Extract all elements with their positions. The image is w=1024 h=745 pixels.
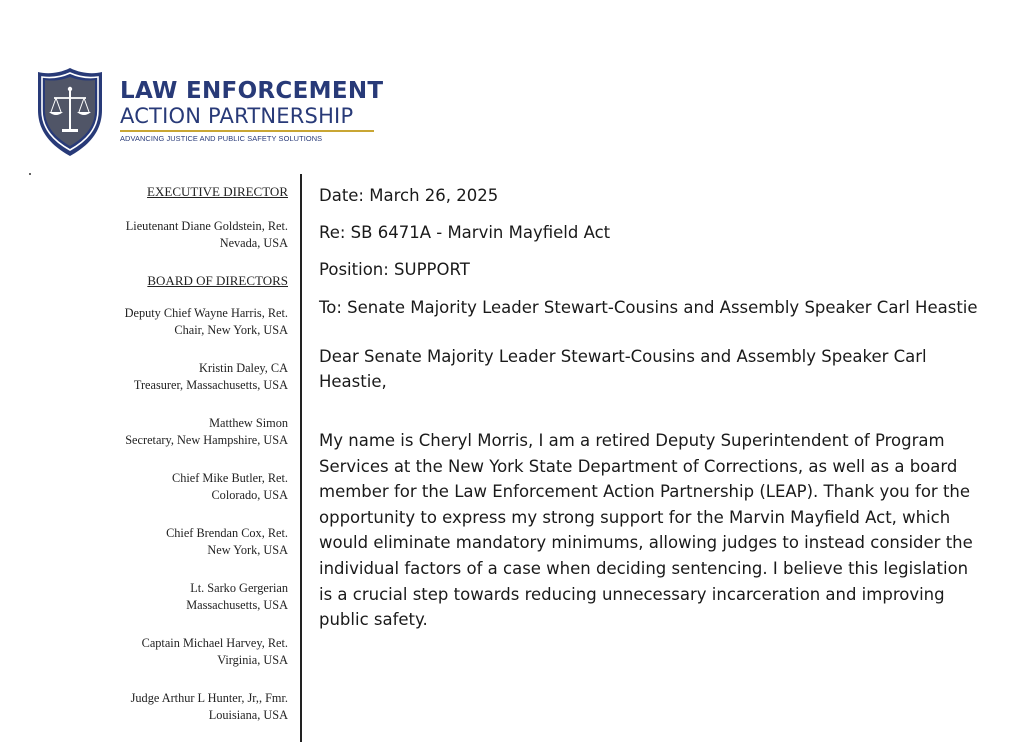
member-location: Louisiana, USA	[208, 708, 288, 722]
board-heading: BOARD OF DIRECTORS	[147, 273, 288, 288]
member-name: Kristin Daley, CA	[198, 361, 288, 375]
letter-date: Date: March 26, 2025	[319, 186, 499, 205]
member-name: Deputy Chief Wayne Harris, Ret.	[124, 306, 288, 320]
board-member	[60, 690, 288, 724]
board-member	[60, 415, 288, 449]
board-member	[60, 525, 288, 559]
letter-position: Position: SUPPORT	[319, 260, 470, 279]
member-name: Lt. Sarko Gergerian	[190, 581, 288, 595]
letterhead-sidebar	[60, 184, 288, 745]
member-location: Massachusetts, USA	[186, 598, 288, 612]
member-name: Captain Michael Harvey, Ret.	[141, 636, 288, 650]
board-member	[60, 360, 288, 394]
member-location: Nevada, USA	[219, 236, 288, 250]
org-name-line1: LAW ENFORCEMENT	[120, 78, 384, 104]
member-location: Secretary, New Hampshire, USA	[125, 433, 288, 447]
member-location: Chair, New York, USA	[174, 323, 288, 337]
member-location: Treasurer, Massachusetts, USA	[133, 378, 288, 392]
letterhead-logo	[34, 66, 394, 162]
board-member	[60, 580, 288, 614]
board-member	[60, 470, 288, 504]
letter-body	[319, 184, 979, 633]
executive-director-heading: EXECUTIVE DIRECTOR	[147, 184, 288, 199]
gold-rule	[120, 130, 374, 132]
org-tagline: ADVANCING JUSTICE AND PUBLIC SAFETY SOLUTIONS	[120, 134, 323, 143]
member-name: Judge Arthur L Hunter, Jr,, Fmr.	[130, 691, 288, 705]
member-name: Chief Brendan Cox, Ret.	[166, 526, 288, 540]
scales-of-justice-shield-icon	[34, 66, 106, 158]
letter-paragraph: My name is Cheryl Morris, I am a retired Deputy Superintendent of Program Services at the New York State Department of Corrections, as well as a board member for the Law Enforcement Action Partnership (LEAP). Thank you for the opportunity to express my strong support for the Marvin Mayfield Act, which would eliminate mandatory minimums, allowing judges to instead consider the individual factors of a case when deciding sentencing. I believe this legislation is a crucial step towards reducing unnecessary incarceration and improving public safety.	[319, 431, 973, 630]
member-location: Virginia, USA	[217, 653, 288, 667]
letter-re: Re: SB 6471A - Marvin Mayfield Act	[319, 223, 611, 242]
sidebar-divider	[300, 174, 302, 742]
member-name: Lieutenant Diane Goldstein, Ret.	[125, 219, 288, 233]
letter-recipients: To: Senate Majority Leader Stewart-Cousins and Assembly Speaker Carl Heastie	[319, 298, 978, 317]
member-name: Matthew Simon	[209, 416, 288, 430]
stray-dot	[29, 173, 31, 175]
member-name: Chief Mike Butler, Ret.	[172, 471, 288, 485]
executive-director	[60, 218, 288, 252]
org-name-line2: ACTION PARTNERSHIP	[120, 104, 354, 128]
board-member	[60, 305, 288, 339]
letter-salutation: Dear Senate Majority Leader Stewart-Cousins and Assembly Speaker Carl Heastie,	[319, 347, 927, 391]
member-location: New York, USA	[207, 543, 288, 557]
board-member	[60, 635, 288, 669]
member-location: Colorado, USA	[211, 488, 288, 502]
